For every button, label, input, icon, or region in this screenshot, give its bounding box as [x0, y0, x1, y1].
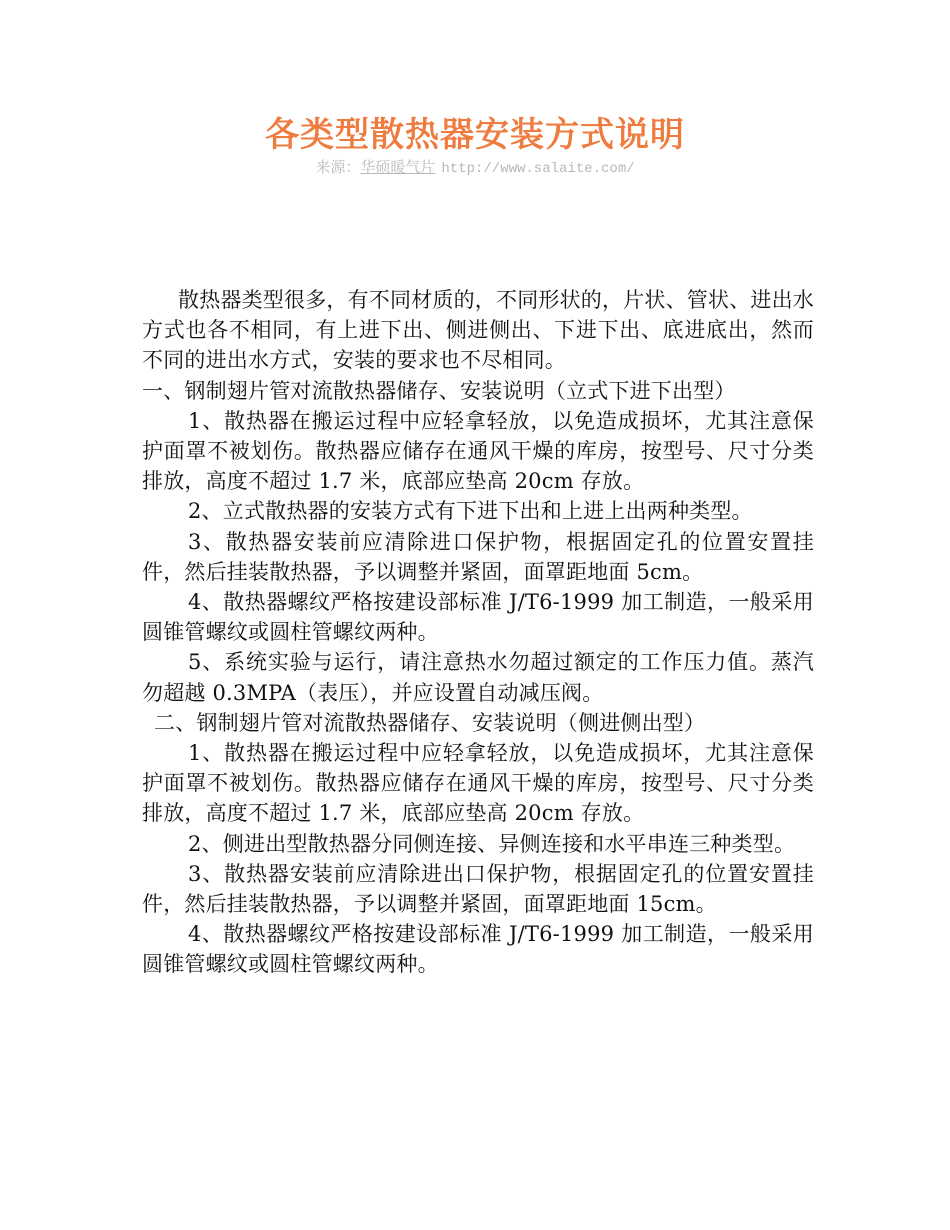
section-1-item: 2、立式散热器的安装方式有下进下出和上进上出两种类型。	[188, 499, 753, 524]
source-line	[0, 156, 950, 180]
section-1-item: 4、散热器螺纹严格按建设部标准 J/T6-1999 加工制造，一般采用圆锥管螺纹或圆柱管螺纹两种。	[142, 590, 814, 645]
section-2-item: 4、散热器螺纹严格按建设部标准 J/T6-1999 加工制造，一般采用圆锥管螺纹或圆柱管螺纹两种。	[142, 922, 814, 977]
document-title: 各类型散热器安装方式说明	[265, 115, 685, 155]
section-1-heading: 一、钢制翅片管对流散热器储存、安装说明（立式下进下出型）	[142, 378, 736, 403]
document-body	[142, 285, 814, 980]
intro-paragraph: 散热器类型很多，有不同材质的，不同形状的，片状、管状、进出水方式也各不相同，有上进下出、侧进侧出、下进下出、底进底出，然而不同的进出水方式，安装的要求也不尽相同。	[142, 288, 814, 373]
section-2-heading: 二、钢制翅片管对流散热器储存、安装说明（侧进侧出型）	[154, 710, 706, 735]
section-2-item: 1、散热器在搬运过程中应轻拿轻放，以免造成损坏，尤其注意保护面罩不被划伤。散热器应储存在通风干燥的库房，按型号、尺寸分类排放，高度不超过 1.7 米，底部应垫高 20cm 存放。	[142, 741, 814, 826]
section-1-item: 3、散热器安装前应清除进口保护物，根据固定孔的位置安置挂件，然后挂装散热器，予以调整并紧固，面罩距地面 5cm。	[142, 529, 814, 584]
section-1-item: 5、系统实验与运行，请注意热水勿超过额定的工作压力值。蒸汽勿超越 0.3MPA（表压），并应设置自动减压阀。	[142, 650, 814, 705]
source-url: http://www.salaite.com/	[441, 161, 635, 177]
section-2-item: 2、侧进出型散热器分同侧连接、异侧连接和水平串连三种类型。	[188, 831, 796, 856]
section-2-item: 3、散热器安装前应清除进出口保护物，根据固定孔的位置安置挂件，然后挂装散热器，予以调整并紧固，面罩距地面 15cm。	[142, 861, 814, 917]
source-prefix: 来源：	[315, 158, 361, 176]
source-site-link[interactable]: 华硕暖气片	[360, 158, 436, 176]
section-1-item: 1、散热器在搬运过程中应轻拿轻放，以免造成损坏，尤其注意保护面罩不被划伤。散热器应储存在通风干燥的库房，按型号、尺寸分类排放，高度不超过 1.7 米，底部应垫高 20cm 存放。	[142, 408, 814, 494]
